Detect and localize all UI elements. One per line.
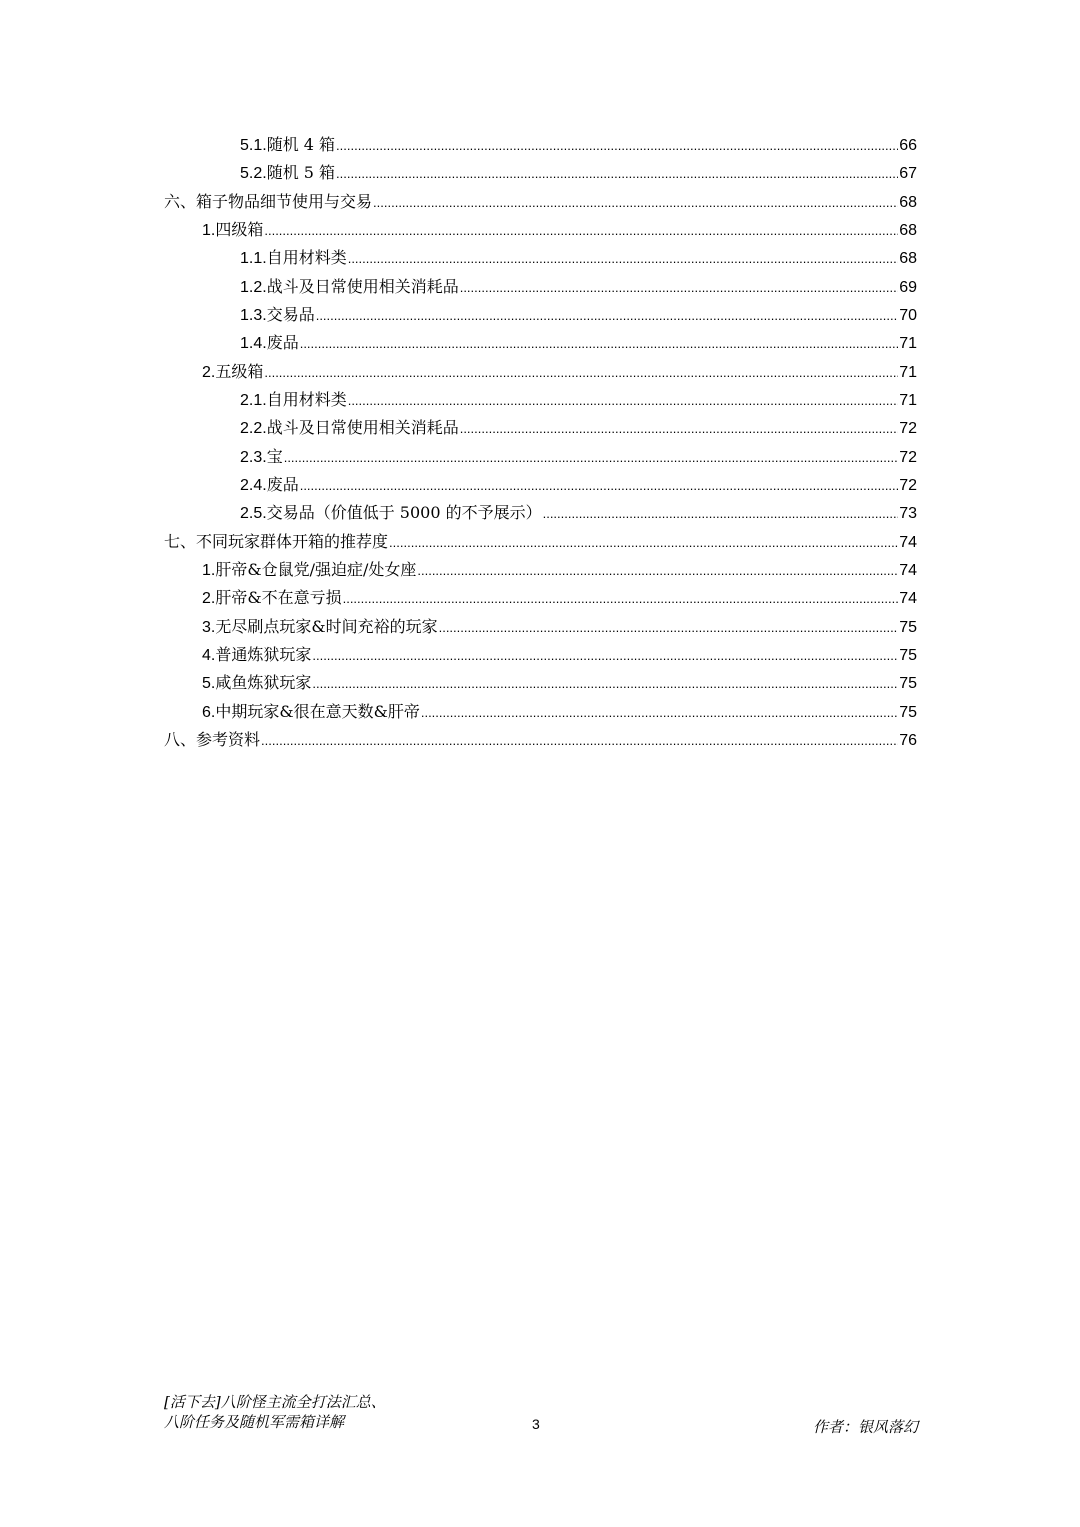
toc-entry-label: 交易品（价值低于 5000 的不予展示） [266,503,542,522]
toc-dot-leader [336,161,898,186]
toc-entry-label: 四级箱 [215,220,264,239]
toc-dot-leader [316,303,899,328]
toc-dot-leader [261,728,898,753]
toc-entry-label: 随机 4 箱 [266,135,336,154]
toc-entry-page: 74 [899,590,917,607]
toc-entry-label: 随机 5 箱 [266,163,336,182]
toc-dot-leader [284,445,899,470]
toc-dot-leader [348,388,899,413]
toc-entry-label: 废品 [266,475,299,494]
toc-entry[interactable] [240,133,917,157]
toc-entry-page: 71 [899,364,917,381]
toc-dot-leader [460,416,899,441]
toc-entry[interactable] [202,615,917,639]
toc-entry-label: 战斗及日常使用相关消耗品 [266,418,459,437]
toc-entry-page: 72 [899,420,917,437]
toc-entry-label: 宝 [266,447,283,466]
toc-entry-number: 七、 [164,532,197,551]
toc-entry[interactable] [202,218,917,242]
toc-dot-leader [312,643,898,668]
toc-entry-page: 72 [899,477,917,494]
toc-entry-page: 68 [899,194,917,211]
toc-dot-leader [264,360,898,385]
toc-entry-number: 5.1. [240,137,267,154]
toc-entry[interactable] [240,388,917,412]
toc-entry-page: 74 [899,562,917,579]
toc-entry-label: 中期玩家&很在意天数&肝帝 [215,702,420,721]
toc-entry-label: 无尽刷点玩家&时间充裕的玩家 [215,617,438,636]
toc-entry-number: 2. [202,364,216,381]
toc-entry-label: 箱子物品细节使用与交易 [196,192,373,211]
toc-dot-leader [348,246,899,271]
toc-entry-label: 战斗及日常使用相关消耗品 [266,277,459,296]
footer-page-number: 3 [532,1416,540,1432]
footer-title-line-1: [活下去]八阶怪主流全打法汇总、 [164,1393,386,1411]
toc-dot-leader [264,218,898,243]
footer-author: 作者：银风落幻 [812,1418,918,1436]
toc-entry-number: 1. [202,222,216,239]
toc-dot-leader [300,331,899,356]
toc-entry[interactable] [240,473,917,497]
footer-title-line-2: 八阶任务及随机军需箱详解 [164,1413,345,1431]
toc-entry-label: 自用材料类 [266,390,347,409]
toc-entry[interactable] [240,445,917,469]
toc-entry-page: 74 [899,534,917,551]
toc-entry-number: 3. [202,619,216,636]
toc-entry-number: 2. [202,590,216,607]
toc-entry[interactable] [240,501,917,525]
toc-entry-number: 1.2. [240,279,267,296]
toc-entry-number: 六、 [164,192,197,211]
toc-entry-page: 69 [899,279,917,296]
toc-entry-number: 2.1. [240,392,267,409]
toc-entry-page: 66 [899,137,917,154]
toc-entry-page: 75 [899,704,917,721]
toc-entry-page: 76 [899,732,917,749]
toc-entry[interactable] [164,190,917,214]
toc-dot-leader [336,133,898,158]
toc-entry-label: 普通炼狱玩家 [215,645,312,664]
toc-entry-label: 交易品 [266,305,315,324]
toc-entry-number: 6. [202,704,216,721]
toc-entry-label: 肝帝&仓鼠党/强迫症/处女座 [215,560,417,579]
toc-entry-page: 71 [899,392,917,409]
toc-entry[interactable] [240,246,917,270]
toc-entry-number: 5.2. [240,165,267,182]
toc-entry[interactable] [240,416,917,440]
toc-entry[interactable] [202,360,917,384]
toc-entry-label: 参考资料 [196,730,261,749]
toc-entry-label: 五级箱 [215,362,264,381]
toc-entry[interactable] [240,275,917,299]
toc-entry-number: 5. [202,675,216,692]
footer-document-title [164,1392,386,1432]
toc-entry-number: 1. [202,562,216,579]
toc-entry-label: 自用材料类 [266,248,347,267]
toc-entry[interactable] [164,728,917,752]
toc-entry-page: 68 [899,222,917,239]
toc-entry-page: 75 [899,619,917,636]
toc-entry-number: 2.5. [240,505,267,522]
toc-entry-page: 75 [899,647,917,664]
toc-entry[interactable] [202,700,917,724]
toc-entry[interactable] [164,530,917,554]
toc-dot-leader [460,275,899,300]
page-footer [0,1392,1080,1442]
toc-entry-number: 1.3. [240,307,267,324]
toc-entry-number: 2.4. [240,477,267,494]
toc-dot-leader [300,473,899,498]
toc-entry[interactable] [202,643,917,667]
toc-entry-page: 71 [899,335,917,352]
toc-entry-page: 72 [899,449,917,466]
toc-dot-leader [543,501,899,526]
toc-entry-number: 1.1. [240,250,267,267]
toc-entry-label: 肝帝&不在意亏损 [215,588,342,607]
toc-entry-number: 1.4. [240,335,267,352]
toc-dot-leader [421,700,898,725]
toc-entry[interactable] [202,671,917,695]
toc-entry-number: 八、 [164,730,197,749]
toc-entry-page: 75 [899,675,917,692]
toc-entry-page: 70 [899,307,917,324]
toc-dot-leader [312,671,898,696]
toc-entry-label: 咸鱼炼狱玩家 [215,673,312,692]
toc-entry-number: 2.2. [240,420,267,437]
toc-entry-label: 废品 [266,333,299,352]
toc-entry[interactable] [240,161,917,185]
toc-entry[interactable] [202,586,917,610]
toc-dot-leader [343,586,899,611]
toc-dot-leader [373,190,898,215]
toc-entry[interactable] [240,331,917,355]
toc-dot-leader [389,530,898,555]
toc-entry[interactable] [202,558,917,582]
toc-entry-page: 73 [899,505,917,522]
toc-entry-label: 不同玩家群体开箱的推荐度 [196,532,389,551]
toc-dot-leader [417,558,898,583]
toc-entry-page: 67 [899,165,917,182]
toc-dot-leader [439,615,899,640]
toc-entry[interactable] [240,303,917,327]
toc-entry-number: 4. [202,647,216,664]
toc-entry-number: 2.3. [240,449,267,466]
toc-entry-page: 68 [899,250,917,267]
